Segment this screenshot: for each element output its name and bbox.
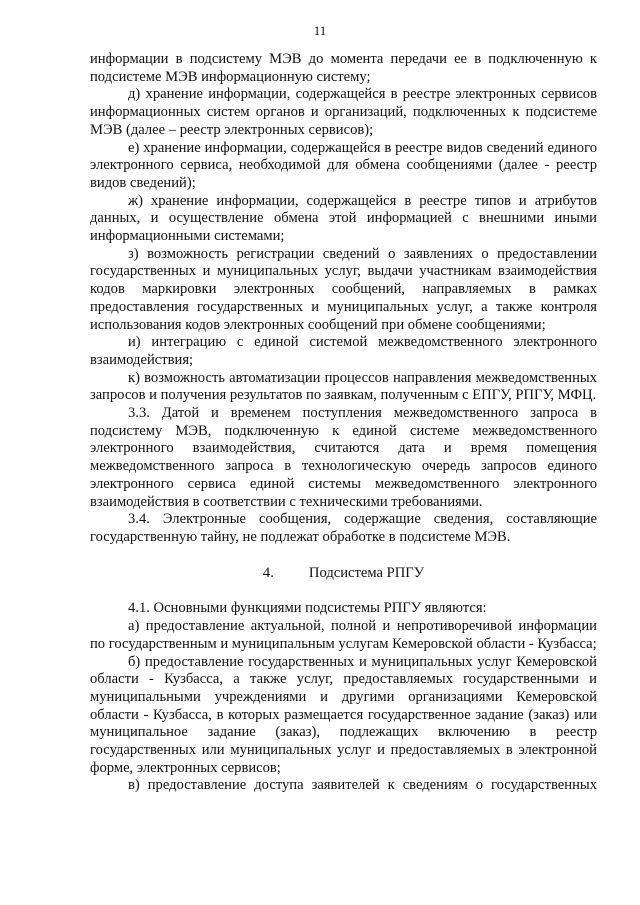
list-item-a: а) предоставление актуальной, полной и непротиворечивой информации по государственным и муниципальным услугам Кемеровской области - Кузбасса; bbox=[90, 618, 597, 652]
list-item-k: к) возможность автоматизации процессов направления межведомственных запросов и получения результатов по заявкам, полученным с ЕПГУ, РПГУ, МФЦ. bbox=[90, 369, 597, 404]
spacer bbox=[90, 547, 597, 565]
list-item-b: б) предоставление государственных и муниципальных услуг Кемеровской области - Кузбасса, а также услуг, предоставляемых государственными и муниципальными учреждениями и другими организациями Кемеровской области - Кузбасса, в которых размещается государственное задание (заказ) или муниципальное задание (заказ), подлежащих включению в реестр государственных или муниципальных услуг и предоставляемых в электронной форме, электронных сервисов; bbox=[90, 653, 597, 776]
clause-4-1: 4.1. Основными функциями подсистемы РПГУ являются: bbox=[128, 600, 487, 617]
list-item-v: в) предоставление доступа заявителей к сведениям о государственных bbox=[128, 777, 597, 794]
document-body bbox=[90, 51, 597, 795]
clause-3-3: 3.3. Датой и временем поступления межведомственного запроса в подсистему МЭВ, подключенную к единой системе межведомственного электронного взаимодействия, считаются дата и время помещения межведомственного запроса в технологическую очередь запросов единого электронного сервиса единой системы межведомственного электронного взаимодействия в соответствии с техническими требованиями. bbox=[90, 405, 597, 510]
spacer bbox=[90, 582, 597, 600]
section-heading bbox=[90, 565, 597, 583]
paragraph-continuation: информации в подсистему МЭВ до момента передачи ее в подключенную к подсистеме МЭВ информационную систему; bbox=[90, 51, 597, 85]
list-item-z: з) возможность регистрации сведений о заявлениях о предоставлении государственных и муниципальных услуг, выдачи участникам взаимодействия кодов маркировки электронных сообщений, направляемых в рамках предоставления государственных и муниципальных услуг, а также контроля использования кодов электронных сообщений при обмене сообщениями; bbox=[90, 245, 597, 333]
section-number: 4. bbox=[262, 564, 274, 581]
list-item-zh: ж) хранение информации, содержащейся в реестре типов и атрибутов данных, и осуществление обмена этой информацией с внешними иными информационными системами; bbox=[90, 192, 597, 245]
list-item-e: е) хранение информации, содержащейся в реестре видов сведений единого электронного сервиса, необходимой для обмена сообщениями (далее - реестр видов сведений); bbox=[90, 139, 597, 191]
list-item-d: д) хранение информации, содержащейся в реестре электронных сервисов информационных систем органов и организаций, подключенных к подсистеме МЭВ (далее – реестр электронных сервисов); bbox=[90, 86, 597, 138]
list-item-i: и) интеграцию с единой системой межведомственного электронного взаимодействия; bbox=[90, 334, 597, 368]
section-title: Подсистема РПГУ bbox=[308, 564, 425, 581]
page-number: 11 bbox=[313, 23, 327, 38]
clause-3-4: 3.4. Электронные сообщения, содержащие сведения, составляющие государственную тайну, не подлежат обработке в подсистеме МЭВ. bbox=[90, 511, 597, 545]
